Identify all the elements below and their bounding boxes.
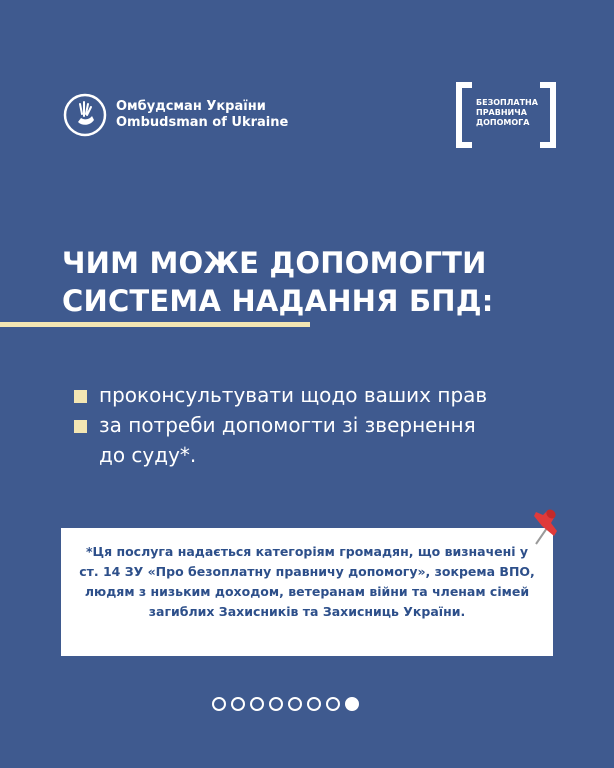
ombudsman-title-ua: Омбудсман України bbox=[116, 99, 266, 114]
pagination-dot[interactable] bbox=[288, 697, 302, 711]
pagination-dot[interactable] bbox=[269, 697, 283, 711]
pagination-dot-active[interactable] bbox=[345, 697, 359, 711]
bpd-logo-line: БЕЗОПЛАТНА bbox=[476, 98, 538, 107]
bullet-square-icon bbox=[74, 390, 87, 403]
bpd-logo-line: ПРАВНИЧА bbox=[476, 108, 527, 117]
list-item bbox=[74, 380, 574, 410]
bpd-logo-text bbox=[476, 98, 538, 128]
headline-line: ЧИМ МОЖЕ ДОПОМОГТИ bbox=[62, 246, 487, 280]
bullet-list bbox=[74, 380, 574, 470]
pushpin-icon bbox=[530, 506, 564, 546]
pagination bbox=[212, 697, 359, 711]
footnote-box bbox=[61, 528, 553, 656]
list-item-text: проконсультувати щодо ваших прав bbox=[99, 383, 488, 407]
pagination-dot[interactable] bbox=[307, 697, 321, 711]
pagination-dot[interactable] bbox=[231, 697, 245, 711]
bpd-logo-line: ДОПОМОГА bbox=[476, 118, 530, 127]
headline-line: СИСТЕМА НАДАННЯ БПД: bbox=[62, 284, 494, 318]
bpd-logo-icon bbox=[456, 82, 556, 148]
ombudsman-title-en: Ombudsman of Ukraine bbox=[116, 115, 289, 130]
pagination-dot[interactable] bbox=[250, 697, 264, 711]
bullet-square-icon bbox=[74, 420, 87, 433]
list-item-text: за потреби допомогти зі звернення до суду*. bbox=[99, 413, 476, 467]
footnote-text: *Ця послуга надається категоріям громадян, що визначені у ст. 14 ЗУ «Про безоплатну правничу допомогу», зокрема ВПО, людям з низьким доходом, ветеранам війни та членам сімей загиблих Захисників та Захисниць України. bbox=[79, 544, 535, 619]
bpd-bracket-right bbox=[540, 82, 556, 148]
pagination-dot[interactable] bbox=[212, 697, 226, 711]
bpd-bracket-left bbox=[456, 82, 472, 148]
list-item bbox=[74, 410, 574, 470]
headline bbox=[62, 244, 494, 320]
pagination-dot[interactable] bbox=[326, 697, 340, 711]
ombudsman-logo bbox=[62, 92, 288, 138]
headline-underline bbox=[0, 322, 310, 327]
ombudsman-logo-icon bbox=[62, 92, 108, 138]
ombudsman-title bbox=[116, 99, 288, 131]
